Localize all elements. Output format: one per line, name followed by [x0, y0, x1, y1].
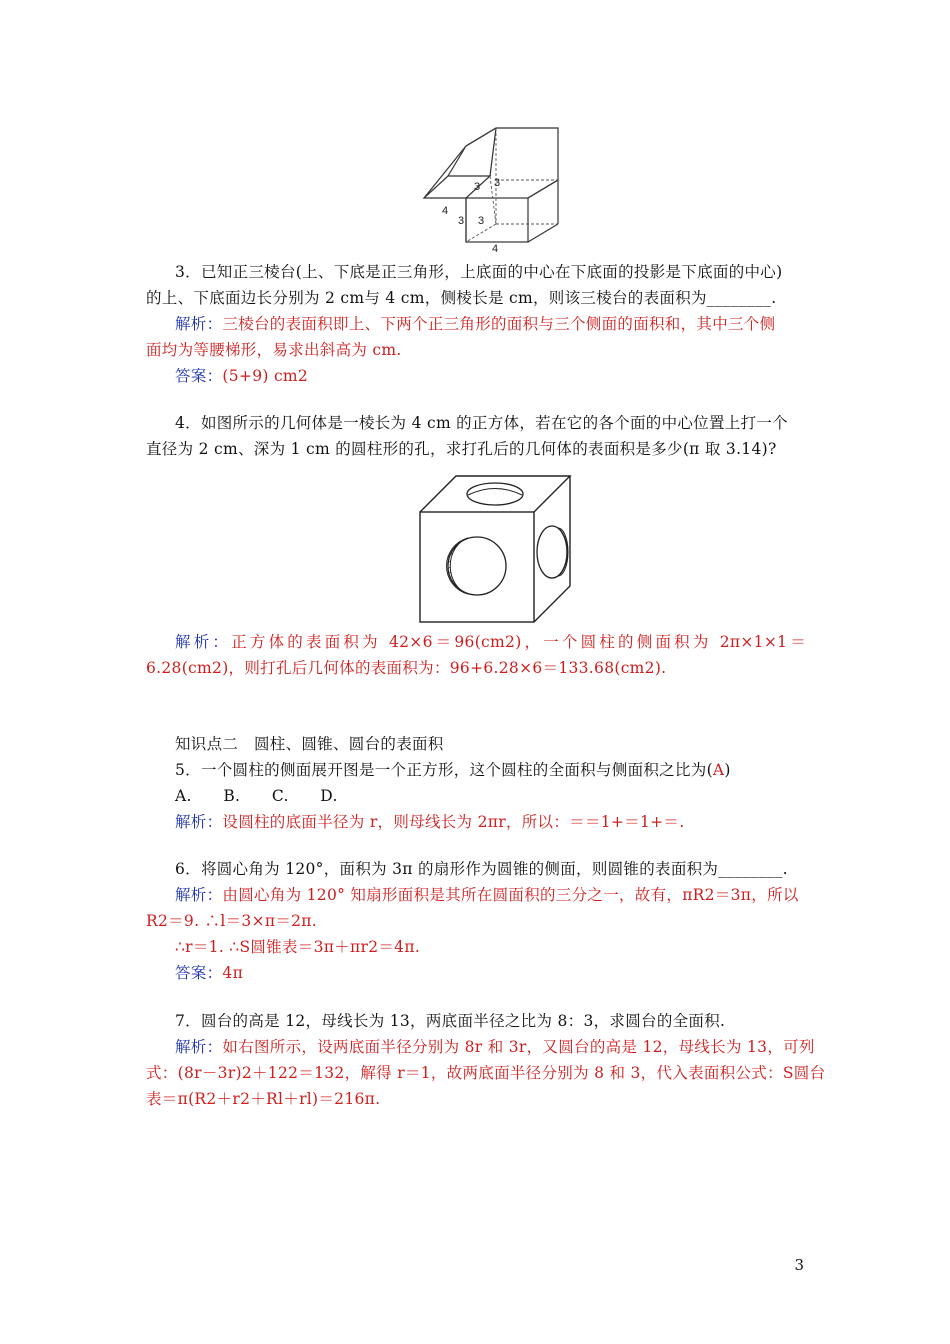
q6-analysis1: 由圆心角为 120° 知扇形面积是其所在圆面积的三分之一，故有，πR2＝3π，所以	[222, 886, 799, 904]
q6-answer: 4π	[222, 964, 244, 982]
q3-analysis1: 三棱台的表面积即上、下两个正三角形的面积与三个侧面的面积和，其中三个侧	[222, 315, 776, 333]
q7-analysis3: 表＝π(R2＋r2＋Rl＋rl)＝216π.	[146, 1090, 381, 1108]
q4-analysis1: 正方体的表面积为 42×6＝96(cm2)，一个圆柱的侧面积为 2π×1×1＝	[231, 633, 806, 651]
analysis-label: 解析：	[175, 886, 223, 904]
analysis-label: 解析：	[175, 1038, 223, 1056]
q5-analysis1: 设圆柱的底面半径为 r，则母线长为 2πr，所以：＝＝1+＝1+＝.	[222, 813, 685, 831]
fig1-label: 3	[478, 215, 485, 227]
section-heading: 知识点二 圆柱、圆锥、圆台的表面积	[175, 735, 444, 753]
q5-options: A. B. C. D.	[175, 787, 338, 805]
answer-label: 答案：	[175, 964, 223, 982]
q7-line1: 7．圆台的高是 12，母线长为 13，两底面半径之比为 8：3，求圆台的全面积.	[175, 1012, 726, 1030]
fig1-label: 4	[442, 205, 449, 217]
q3-analysis2: 面均为等腰梯形，易求出斜高为 cm.	[146, 341, 402, 359]
q6-line1: 6．将圆心角为 120°，面积为 3π 的扇形作为圆锥的侧面，则圆锥的表面积为________.	[175, 860, 788, 878]
q5-answer: A	[712, 761, 725, 779]
q5-close: )	[724, 761, 731, 779]
q6-analysis2: R2＝9. ∴l＝3×π＝2π.	[146, 912, 318, 930]
q5-line1: 5．一个圆柱的侧面展开图是一个正方形，这个圆柱的全面积与侧面积之比为(	[175, 761, 713, 779]
q4-line1: 4．如图所示的几何体是一棱长为 4 cm 的正方体，若在它的各个面的中心位置上打一个	[175, 414, 788, 432]
q3-line1: 3．已知正三棱台(上、下底是正三角形，上底面的中心在下底面的投影是下底面的中心)	[175, 263, 783, 281]
fig1-label: 3	[458, 215, 465, 227]
fig1-label: 3	[494, 177, 501, 189]
q4-analysis2: 6.28(cm2)，则打孔后几何体的表面积为：96+6.28×6＝133.68(cm2).	[146, 659, 667, 677]
fig1-label: 3	[474, 181, 481, 193]
prism-figure	[420, 124, 570, 252]
page-number: 3	[794, 1256, 804, 1274]
q7-analysis1: 如右图所示，设两底面半径分别为 8r 和 3r，又圆台的高是 12，母线长为 13，可列	[222, 1038, 815, 1056]
fig1-label: 4	[492, 243, 499, 252]
q6-analysis3: ∴r＝1. ∴S圆锥表＝3π＋πr2＝4π.	[175, 938, 421, 956]
analysis-label: 解析：	[175, 633, 232, 651]
analysis-label: 解析：	[175, 315, 223, 333]
q3-answer: (5+9) cm2	[222, 367, 309, 385]
q7-analysis2: 式：(8r－3r)2＋122＝132，解得 r＝1，故两底面半径分别为 8 和 3，代入表面积公式：S圆台	[146, 1064, 826, 1082]
answer-label: 答案：	[175, 367, 223, 385]
q4-line2: 直径为 2 cm、深为 1 cm 的圆柱形的孔，求打孔后的几何体的表面积是多少(π 取 3.14)?	[146, 440, 777, 458]
cube-figure	[418, 474, 574, 624]
q3-line2: 的上、下底面边长分别为 2 cm与 4 cm，侧棱长是 cm，则该三棱台的表面积为________.	[146, 289, 777, 307]
analysis-label: 解析：	[175, 813, 223, 831]
